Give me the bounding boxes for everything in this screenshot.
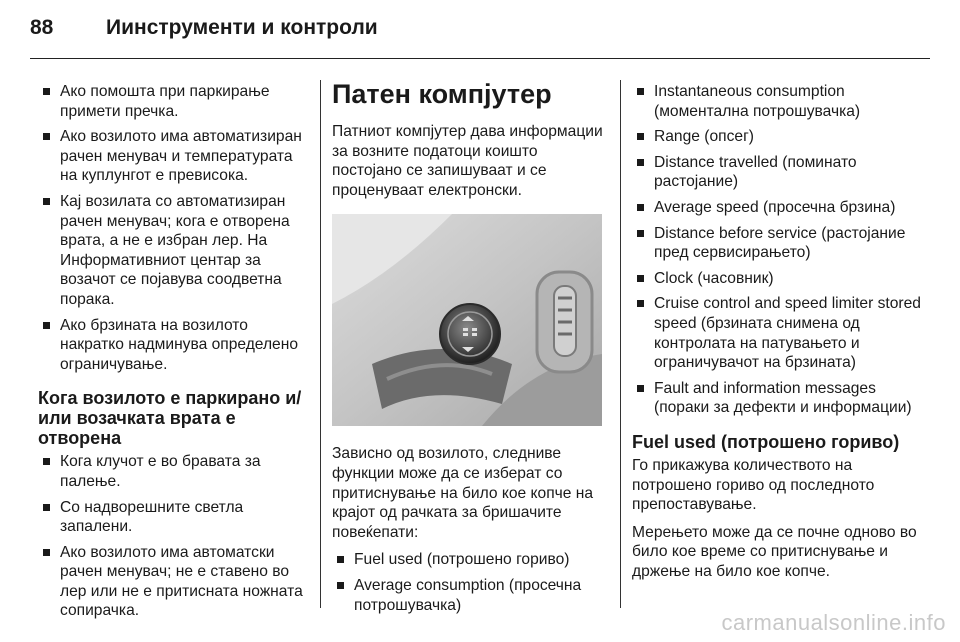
- section-title: Патен компјутер: [332, 79, 552, 109]
- bullet-list-bottom: [38, 452, 314, 621]
- list-item: Clock (часовник): [632, 269, 932, 289]
- list-item: Со надворешните светла запалени.: [38, 498, 314, 537]
- body-paragraph: Зависно од возилото, следниве функции може да се изберат со притиснување на било кое копче на крајот од рачката за бришачите повеќепати:: [332, 445, 594, 541]
- list-item: Ако помошта при паркирање примети пречка.: [38, 82, 314, 121]
- wiper-stalk-photo: [332, 214, 602, 426]
- function-list-continued: [632, 82, 932, 418]
- fuel-used-heading: Fuel used (потрошено гориво): [632, 431, 900, 452]
- list-item: Range (опсег): [632, 127, 932, 147]
- list-item: Fault and information messages (пораки за дефекти и информации): [632, 379, 932, 418]
- list-item: Ако брзината на возилото накратко надминува определено ограничување.: [38, 316, 314, 375]
- list-item: Cruise control and speed limiter stored speed (брзината снимена од контролата на патувањето и ограничувачот на брзината): [632, 294, 932, 372]
- list-item: Average consumption (просечна потрошувачка): [332, 576, 608, 615]
- intro-paragraph: Патниот компјутер дава информации за возните податоци коишто постојано се запишуваат и се проценуваат електронски.: [332, 123, 603, 199]
- list-item: Instantaneous consumption (моментална потрошувачка): [632, 82, 932, 121]
- reset-paragraph: Мерењето може да се почне одново во било кое време со притиснување и држење на било кое копче.: [632, 523, 917, 580]
- list-item: Ако возилото има автоматски рачен менувач; не е ставено во лер или не е притисната ножната сопирачка.: [38, 543, 314, 621]
- page-header: [30, 16, 378, 46]
- list-item: Ако возилото има автоматизиран рачен менувач и температурата на куплунгот е превисока.: [38, 127, 314, 186]
- fuel-used-paragraph: Го прикажува количеството на потрошено гориво од последното препоставување.: [632, 456, 875, 514]
- list-item: Average speed (просечна брзина): [632, 198, 932, 218]
- bullet-list-top: [38, 82, 314, 374]
- left-column: [38, 82, 314, 627]
- list-item: Fuel used (потрошено гориво): [332, 550, 608, 570]
- watermark: carmanualsonline.info: [721, 610, 946, 635]
- parked-subheading: Кога возилото е паркирано и/или возачката врата е отворена: [38, 388, 302, 449]
- function-list: [332, 550, 608, 615]
- column-divider-right: [620, 80, 621, 608]
- header-rule: [30, 58, 930, 59]
- page-number: 88: [30, 16, 54, 39]
- list-item: Кога клучот е во бравата за палење.: [38, 452, 314, 491]
- page-title: Иинструменти и контроли: [106, 16, 378, 39]
- middle-column: [332, 78, 608, 621]
- column-divider-left: [320, 80, 321, 608]
- list-item: Distance travelled (поминато растојание): [632, 153, 932, 192]
- list-item: Distance before service (растојание пред сервисирањето): [632, 224, 932, 263]
- right-column: [632, 82, 932, 589]
- list-item: Кај возилата со автоматизиран рачен менувач; кога е отворена врата, а не е избран лер. На Информативниот центар за возачот се појавува соодветна порака.: [38, 192, 314, 310]
